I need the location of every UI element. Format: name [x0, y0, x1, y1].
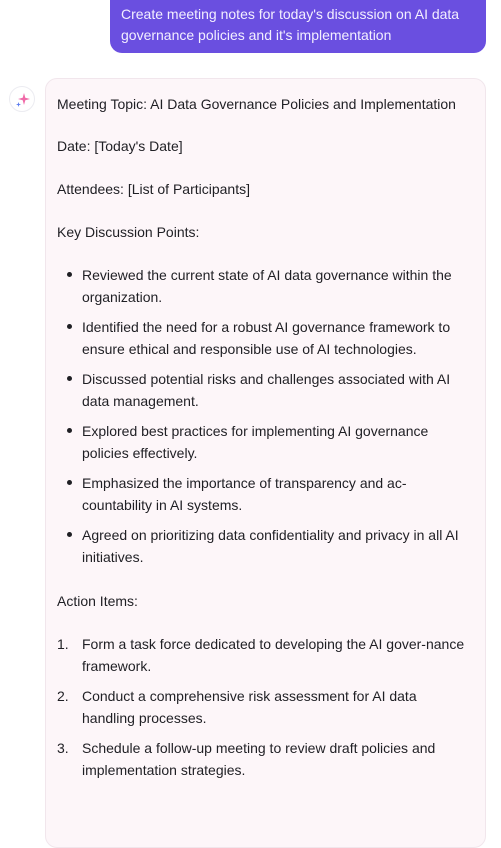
- action-item-text: Schedule a follow-up meeting to review draft policies and implementation strategies.: [82, 740, 436, 778]
- key-point-item: Reviewed the current state of AI data governance within the organization.: [82, 264, 471, 308]
- sparkle-icon: [14, 91, 32, 109]
- action-items-list: [57, 633, 471, 781]
- key-point-item: Discussed potential risks and challenges associated with AI data management.: [82, 368, 471, 412]
- key-points-list: [57, 264, 471, 568]
- action-items-heading: Action Items:: [57, 593, 138, 609]
- action-item-number: 1.: [57, 636, 69, 652]
- action-item: [57, 737, 471, 781]
- assistant-avatar: [9, 86, 35, 112]
- action-item-number: 3.: [57, 740, 69, 756]
- key-point-item: Identified the need for a robust AI governance framework to ensure ethical and responsible use of AI technologies.: [82, 316, 471, 360]
- meeting-date: Date: [Today's Date]: [57, 138, 183, 154]
- key-points-heading: Key Discussion Points:: [57, 224, 200, 240]
- meeting-topic: Meeting Topic: AI Data Governance Policies and Implementation: [57, 96, 456, 112]
- meeting-attendees: Attendees: [List of Participants]: [57, 181, 250, 197]
- action-item-number: 2.: [57, 688, 69, 704]
- user-message-text: Create meeting notes for today's discussion on AI data governance policies and it's implementation: [121, 6, 460, 43]
- action-item-text: Conduct a comprehensive risk assessment for AI data handling processes.: [82, 688, 417, 726]
- key-point-item: Agreed on prioritizing data confidentiality and privacy in all AI initiatives.: [82, 524, 471, 568]
- action-item: [57, 633, 471, 677]
- assistant-response-card: [45, 78, 486, 848]
- action-item: [57, 685, 471, 729]
- key-point-item: Emphasized the importance of transparency and ac-countability in AI systems.: [82, 472, 471, 516]
- key-point-item: Explored best practices for implementing AI governance policies effectively.: [82, 420, 471, 464]
- action-item-text: Form a task force dedicated to developing the AI gover-nance framework.: [82, 636, 465, 674]
- user-message-bubble: [110, 0, 486, 53]
